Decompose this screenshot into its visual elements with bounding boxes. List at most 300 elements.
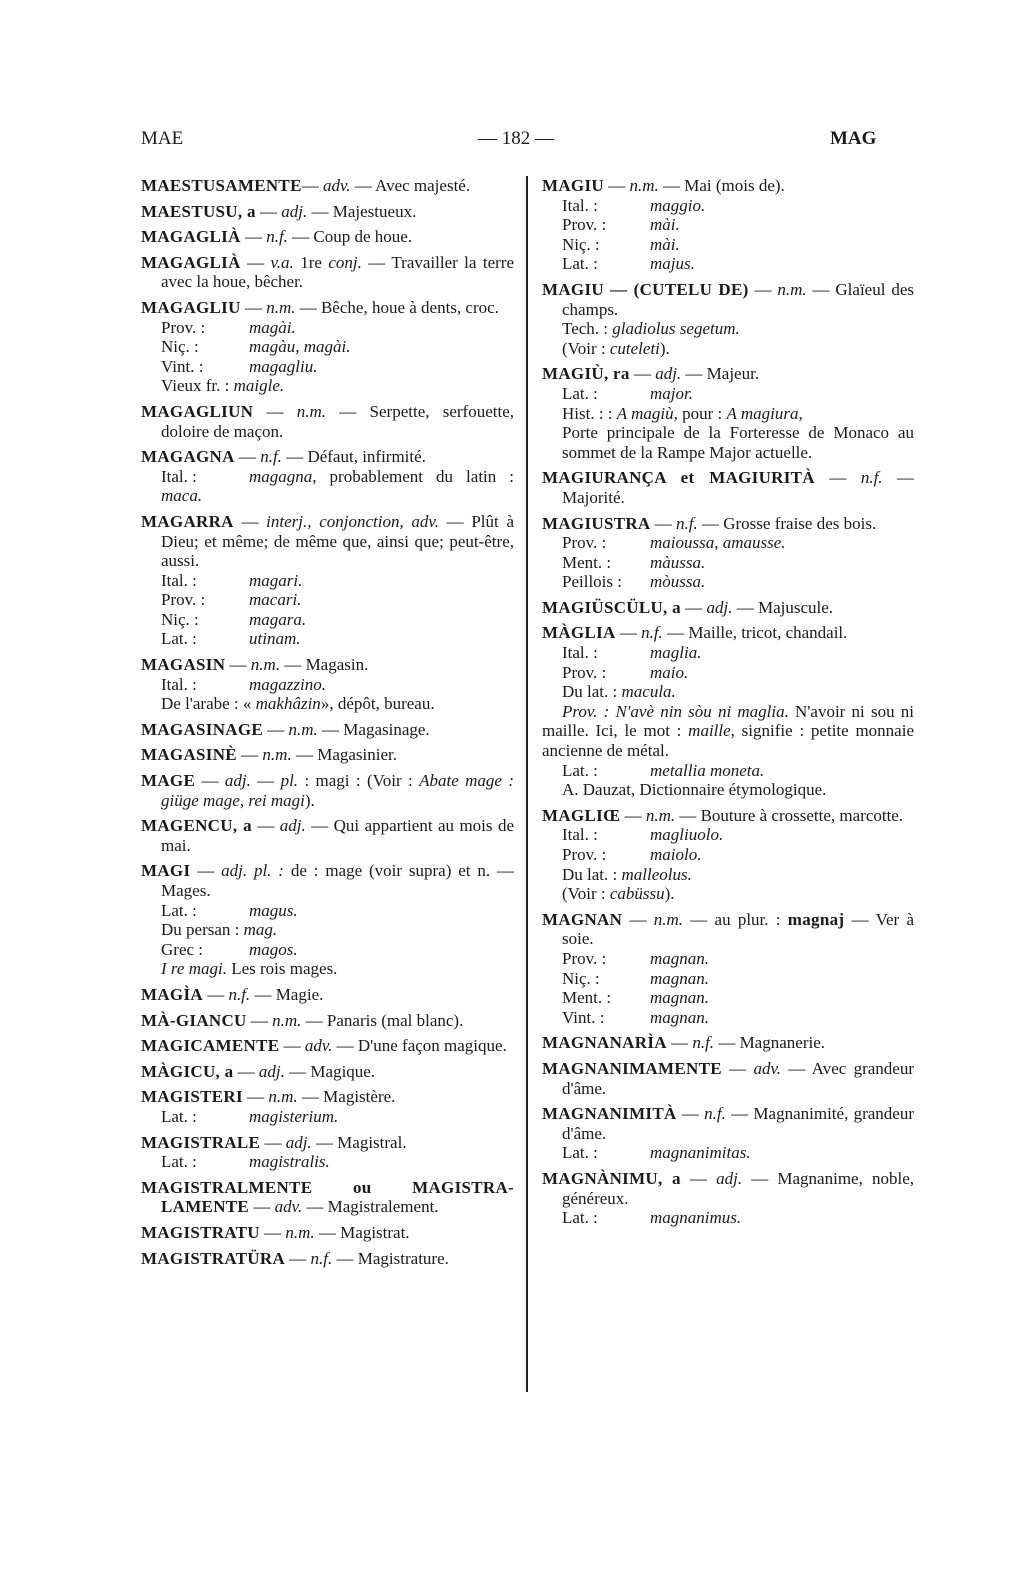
definition-part: — bbox=[676, 1104, 705, 1124]
etymology-tail-italic: A magiura, bbox=[726, 403, 803, 423]
etymology-line bbox=[141, 1107, 514, 1127]
definition-part: adv. bbox=[753, 1058, 782, 1078]
etymology-line bbox=[542, 884, 914, 904]
definition-part: — bbox=[748, 279, 778, 299]
definition-part: adv. bbox=[304, 1036, 333, 1056]
definition-part: — Majorité. bbox=[562, 468, 915, 507]
etymology-value: makhâzin bbox=[255, 694, 321, 714]
definition-part: — Avec majesté. bbox=[350, 176, 471, 195]
etymology-label: Lat. : bbox=[161, 1106, 197, 1126]
etymology-tail: , pour : bbox=[673, 403, 727, 423]
definition-part: — bbox=[603, 176, 630, 195]
etymology-line bbox=[542, 865, 914, 885]
proverb-part: maille bbox=[688, 721, 731, 741]
headword: MAGAGLIUN bbox=[141, 401, 254, 421]
etymology-value: magàu, magài. bbox=[249, 337, 351, 357]
definition-part: — Plût à Dieu; et même; de même que, ainsi que; peut-être, aussi. bbox=[161, 511, 515, 571]
headword: MÀGLIA bbox=[542, 623, 616, 643]
etymology-value: magnan. bbox=[650, 988, 710, 1008]
etymology-label: Niç. : bbox=[161, 337, 199, 357]
dictionary-entry bbox=[141, 1133, 514, 1172]
headword: MAGENCU, a bbox=[141, 816, 252, 836]
definition-part: Abate mage : giüge mage, rei magi bbox=[161, 771, 514, 810]
etymology-line bbox=[141, 959, 514, 979]
dictionary-entry bbox=[141, 298, 514, 396]
etymology-value: maglia. bbox=[650, 643, 702, 663]
etymology-label: Ital. : bbox=[562, 825, 598, 845]
etymology-label: Vint. : bbox=[562, 1007, 605, 1027]
etymology-label: Lat. : bbox=[562, 254, 598, 274]
dictionary-entry bbox=[141, 1223, 514, 1243]
definition-part: n.m. bbox=[250, 655, 281, 675]
headword: MAGASINAGE bbox=[141, 719, 264, 739]
headword: MAGIURANÇA et MAGIURITÀ bbox=[542, 468, 815, 488]
etymology-line bbox=[542, 339, 914, 359]
etymology-line bbox=[542, 572, 914, 592]
etymology-label: Prov. : bbox=[562, 845, 607, 864]
etymology-line bbox=[141, 629, 514, 649]
definition-part: — bbox=[225, 655, 251, 675]
etymology-line bbox=[141, 610, 514, 630]
definition-part: — bbox=[250, 771, 281, 791]
etymology-line bbox=[141, 357, 514, 377]
definition-part: — bbox=[260, 1132, 286, 1152]
definition-part: — bbox=[240, 227, 267, 247]
dictionary-entry bbox=[141, 985, 514, 1005]
definition-part: — Magistralement. bbox=[302, 1197, 439, 1217]
definition-part: n.m. bbox=[262, 745, 292, 765]
proverb-note bbox=[542, 702, 914, 761]
etymology-line bbox=[141, 337, 514, 357]
etymology-label: Niç. : bbox=[562, 968, 600, 988]
definition-part: adj. bbox=[279, 816, 306, 836]
definition-part: — bbox=[680, 597, 707, 617]
etymology-line bbox=[542, 845, 914, 865]
etymology-value: magliuolo. bbox=[650, 825, 724, 845]
definition-part: — bbox=[666, 1033, 693, 1053]
etymology-value: magisterium. bbox=[249, 1106, 339, 1126]
headword: MAGIÙ, ra bbox=[542, 364, 630, 384]
definition-part: n.f. bbox=[310, 1248, 333, 1268]
etymology-value: magos. bbox=[249, 939, 298, 959]
definition-part: n.f. bbox=[692, 1033, 715, 1053]
etymology-line bbox=[542, 780, 914, 800]
definition-part: — Magasin. bbox=[280, 655, 369, 675]
definition-part: de : mage (voir supra) et n. — Mages. bbox=[161, 861, 514, 900]
etymology-label: Prov. : bbox=[562, 215, 607, 235]
headword: MAGARRA bbox=[141, 511, 234, 531]
headword: MAGASINÈ bbox=[141, 745, 237, 765]
etymology-line bbox=[542, 825, 914, 845]
etymology-label: Ital. : bbox=[161, 674, 197, 694]
definition-part: — bbox=[195, 771, 225, 791]
definition-part: — Bêche, houe à dents, croc. bbox=[295, 297, 499, 317]
etymology-value: gladiolus segetum. bbox=[612, 319, 740, 339]
definition-part: — Magistrat. bbox=[314, 1222, 410, 1242]
etymology-tail: , probablement du latin : bbox=[312, 466, 514, 486]
definition-part: — bbox=[629, 364, 656, 384]
etymology-line bbox=[542, 404, 914, 424]
etymology-value: macari. bbox=[249, 590, 302, 610]
headword: MAGIU — (CUTELU DE) bbox=[542, 279, 749, 299]
definition-part: — bbox=[301, 176, 323, 195]
etymology-label: Ital. : bbox=[161, 570, 197, 590]
definition-part: conj. bbox=[328, 252, 362, 272]
definition-part: adv. bbox=[322, 176, 351, 195]
definition-part: — bbox=[202, 984, 229, 1004]
dictionary-entry bbox=[542, 598, 914, 618]
etymology-label: Prov. : bbox=[161, 590, 206, 610]
etymology-label: Lat. : bbox=[161, 629, 197, 649]
definition-part: n.m. bbox=[285, 1222, 315, 1242]
etymology-line bbox=[542, 663, 914, 683]
definition-part: adj. bbox=[281, 201, 308, 221]
dictionary-entry bbox=[141, 447, 514, 506]
definition-part: — Mai (mois de). bbox=[658, 176, 785, 195]
headword: MAGAGLIÀ bbox=[141, 227, 241, 247]
definition-part: adj. pl. : bbox=[221, 861, 284, 881]
headword: MAGNANIMAMENTE bbox=[542, 1058, 722, 1078]
etymology-value: magnan. bbox=[650, 1007, 710, 1027]
etymology-value: magnan. bbox=[650, 948, 710, 968]
headword: MAGISTERI bbox=[141, 1087, 243, 1107]
dictionary-entry bbox=[141, 227, 514, 247]
etymology-line bbox=[542, 384, 914, 404]
dictionary-entry bbox=[542, 468, 914, 507]
definition-part: n.m. bbox=[645, 805, 676, 825]
dictionary-entry bbox=[542, 176, 914, 274]
left-column bbox=[141, 176, 514, 1274]
etymology-line bbox=[542, 215, 914, 235]
definition-part: n.m. bbox=[296, 401, 327, 421]
headword: MAGIU bbox=[542, 176, 604, 195]
headword: MAGISTRATU bbox=[141, 1222, 260, 1242]
definition-part: — bbox=[233, 511, 267, 531]
etymology-value: magus. bbox=[249, 900, 298, 920]
definition-part: n.f. bbox=[860, 468, 883, 488]
etymology-label: Prov. : bbox=[562, 662, 607, 682]
etymology-label: (Voir : bbox=[562, 338, 610, 358]
running-head-left: MAE bbox=[141, 128, 184, 149]
definition-part: pl. bbox=[280, 771, 299, 791]
definition-part: — Magistrature. bbox=[332, 1248, 449, 1268]
definition-part: — bbox=[622, 909, 654, 929]
headword: MAGNAN bbox=[542, 909, 623, 929]
etymology-line bbox=[141, 571, 514, 591]
etymology-line bbox=[141, 940, 514, 960]
etymology-value: macula. bbox=[621, 682, 676, 702]
dictionary-entry bbox=[141, 1178, 514, 1217]
dictionary-entry bbox=[141, 1036, 514, 1056]
headword: MAGIUSTRA bbox=[542, 513, 651, 533]
etymology-value: magagliu. bbox=[249, 356, 318, 376]
headword: MAGI bbox=[141, 861, 191, 881]
definition-part: n.f. bbox=[266, 227, 288, 247]
etymology-label: Du lat. : bbox=[562, 682, 622, 702]
etymology-line bbox=[542, 761, 914, 781]
definition-part: interj., conjonction, adv. bbox=[266, 511, 439, 531]
dictionary-entry bbox=[141, 1249, 514, 1269]
definition-part: — bbox=[263, 719, 289, 739]
headword: MAGAGLIU bbox=[141, 297, 241, 317]
definition-part: — Majestueux. bbox=[307, 201, 417, 221]
etymology-value: cuteleti bbox=[609, 338, 660, 358]
etymology-value: maiolo. bbox=[650, 845, 702, 864]
headword: MAGICAMENTE bbox=[141, 1036, 280, 1056]
definition-part: — Magie. bbox=[250, 984, 324, 1004]
dictionary-entry bbox=[141, 720, 514, 740]
etymology-line bbox=[141, 901, 514, 921]
headword: MAGNANIMITÀ bbox=[542, 1104, 677, 1124]
etymology-label: Niç. : bbox=[562, 234, 600, 254]
etymology-line bbox=[141, 694, 514, 714]
definition-part: — Magnanerie. bbox=[714, 1033, 825, 1053]
dictionary-entry bbox=[141, 816, 514, 855]
definition-part: — Majeur. bbox=[681, 364, 760, 384]
dictionary-entry bbox=[141, 771, 514, 810]
headword: MAGÌA bbox=[141, 984, 203, 1004]
dictionary-entry bbox=[141, 861, 514, 979]
headword: MAGASIN bbox=[141, 655, 226, 675]
dictionary-entry bbox=[542, 280, 914, 358]
headword: MAGLIŒ bbox=[542, 805, 621, 825]
definition-part: n.m. bbox=[268, 1087, 298, 1107]
definition-part: n.f. bbox=[260, 447, 282, 467]
etymology-line bbox=[542, 235, 914, 255]
dictionary-entry bbox=[141, 1011, 514, 1031]
historical-note: Porte principale de la Forteresse de Monaco au sommet de la Rampe Major actuelle. bbox=[562, 423, 914, 462]
etymology-label: (Voir : bbox=[562, 884, 610, 904]
dictionary-entry bbox=[141, 512, 514, 649]
definition-part: — Majuscule. bbox=[732, 597, 834, 617]
dictionary-entry bbox=[141, 253, 514, 292]
definition-part: — Magistère. bbox=[297, 1087, 396, 1107]
headword: MAGISTRATÜRA bbox=[141, 1248, 286, 1268]
etymology-line bbox=[141, 1152, 514, 1172]
etymology-label: Du persan : bbox=[161, 920, 244, 940]
headword: MAGIÜSCÜLU, a bbox=[542, 597, 681, 617]
etymology-value: magazzino. bbox=[249, 674, 326, 694]
definition-part: — bbox=[814, 468, 861, 488]
definition-part: — Magnanimité, grandeur d'âme. bbox=[562, 1104, 915, 1143]
dictionary-entry bbox=[141, 655, 514, 714]
etymology-label: Vieux fr. : bbox=[161, 376, 234, 396]
etymology-label: Grec : bbox=[161, 939, 204, 959]
proverb-part: , signifie : petite monnaie ancienne de métal. bbox=[542, 721, 914, 761]
etymology-tail: ). bbox=[659, 338, 670, 358]
definition-part: — bbox=[650, 513, 676, 533]
etymology-tail: », dépôt, bureau. bbox=[320, 694, 435, 714]
dictionary-entry bbox=[542, 1033, 914, 1053]
headword: MAGISTRALE bbox=[141, 1132, 261, 1152]
etymology-value: magnanimitas. bbox=[650, 1143, 751, 1163]
dictionary-entry bbox=[542, 910, 914, 1028]
etymology-line bbox=[542, 553, 914, 573]
dictionary-entry bbox=[141, 1087, 514, 1126]
etymology-tail: Les rois mages. bbox=[226, 959, 338, 979]
etymology-value: major. bbox=[650, 383, 693, 403]
etymology-value: mag. bbox=[243, 920, 278, 940]
etymology-line bbox=[542, 196, 914, 216]
etymology-value: magagna bbox=[249, 466, 313, 486]
etymology-line bbox=[542, 1208, 914, 1228]
etymology-label: Lat. : bbox=[161, 1152, 197, 1172]
definition-part: magnaj bbox=[787, 909, 845, 929]
etymology-line bbox=[542, 643, 914, 663]
etymology-line bbox=[141, 920, 514, 940]
dictionary-entry bbox=[141, 402, 514, 441]
etymology-label: Ment. : bbox=[562, 988, 612, 1008]
etymology-value: cabüssu bbox=[609, 884, 665, 904]
etymology-line bbox=[141, 376, 514, 396]
etymology-line bbox=[542, 1143, 914, 1163]
dictionary-entry bbox=[542, 1169, 914, 1228]
definition-part: n.m. bbox=[777, 279, 807, 299]
etymology-label: Du lat. : bbox=[562, 864, 622, 884]
definition-part: — bbox=[253, 401, 297, 421]
definition-part: — bbox=[242, 1087, 269, 1107]
etymology-label: Ital. : bbox=[562, 195, 598, 215]
headword: MAGAGNA bbox=[141, 447, 235, 467]
etymology-tail: A. Dauzat, Dictionnaire étymologique. bbox=[562, 780, 827, 800]
definition-part: : magi : (Voir : bbox=[298, 771, 420, 791]
dictionary-entry bbox=[141, 1062, 514, 1082]
dictionary-entry bbox=[542, 806, 914, 904]
dictionary-entry bbox=[542, 514, 914, 592]
dictionary-entry bbox=[542, 364, 914, 462]
definition-part: adj. bbox=[285, 1132, 312, 1152]
headword: MAGE bbox=[141, 771, 196, 791]
definition-part: — Défaut, infirmité. bbox=[281, 447, 426, 467]
dictionary-entry bbox=[542, 1104, 914, 1163]
etymology-label: Lat. : bbox=[562, 383, 598, 403]
etymology-line bbox=[542, 969, 914, 989]
page-number: — 182 — bbox=[478, 128, 554, 149]
definition-part: — Serpette, serfouette, doloire de maçon. bbox=[161, 401, 515, 441]
etymology-label: De l'arabe : « bbox=[161, 694, 256, 714]
etymology-value: majus. bbox=[650, 254, 695, 274]
definition-part: n.m. bbox=[266, 297, 296, 317]
etymology-value: magnan. bbox=[650, 968, 710, 988]
definition-part: — Magasinage. bbox=[317, 719, 430, 739]
dictionary-entry bbox=[141, 745, 514, 765]
dictionary-entry bbox=[542, 623, 914, 799]
etymology-line bbox=[542, 949, 914, 969]
etymology-line bbox=[542, 988, 914, 1008]
etymology-value: A magiù bbox=[616, 403, 674, 423]
etymology-label: Hist. : : bbox=[562, 403, 617, 423]
proverb-part: Prov. : N'avè nin sòu ni maglia. bbox=[562, 701, 789, 721]
headword: MAGISTRALMENTE ou MAGISTRA-LAMENTE bbox=[141, 1177, 514, 1217]
definition-part: — Maille, tricot, chandail. bbox=[662, 623, 848, 643]
definition-part: — Magistral. bbox=[311, 1132, 407, 1152]
definition-part: — bbox=[190, 861, 222, 881]
etymology-value: maioussa, amausse. bbox=[650, 533, 786, 553]
etymology-line bbox=[542, 533, 914, 553]
etymology-label: Lat. : bbox=[562, 1208, 598, 1228]
definition-part: — Magasinier. bbox=[291, 745, 397, 765]
definition-part: adj. bbox=[706, 597, 733, 617]
etymology-value: I re magi. bbox=[161, 959, 227, 979]
definition-part: — bbox=[240, 252, 271, 272]
etymology-label: Lat. : bbox=[161, 900, 197, 920]
etymology-value: metallia moneta. bbox=[650, 760, 765, 780]
headword: MAESTUSU, a bbox=[141, 201, 256, 221]
etymology-line bbox=[542, 682, 914, 702]
etymology-line bbox=[542, 1008, 914, 1028]
definition-part: — Magnanime, noble, généreux. bbox=[562, 1168, 914, 1208]
definition-part: n.f. bbox=[228, 984, 251, 1004]
headword: MAGNANARÌA bbox=[542, 1033, 667, 1053]
etymology-label: Peillois : bbox=[562, 572, 622, 592]
definition-part: n.m. bbox=[653, 909, 683, 929]
etymology-value: magara. bbox=[249, 609, 307, 629]
definition-part: n.f. bbox=[704, 1104, 726, 1124]
etymology-value: magari. bbox=[249, 570, 303, 590]
etymology-label: Prov. : bbox=[562, 948, 607, 968]
headword: MÀ-GIANCU bbox=[141, 1010, 247, 1030]
etymology-line bbox=[141, 590, 514, 610]
definition-part: — bbox=[279, 1036, 305, 1056]
definition-part: n.m. bbox=[629, 176, 659, 195]
definition-part: adj. bbox=[258, 1061, 285, 1081]
dictionary-entry bbox=[542, 1059, 914, 1098]
etymology-line bbox=[141, 318, 514, 338]
definition-part: adv. bbox=[274, 1197, 303, 1217]
etymology-tail-italic: maca. bbox=[161, 486, 203, 506]
etymology-line bbox=[542, 319, 914, 339]
column-divider bbox=[526, 176, 528, 1392]
definition-part: — Grosse fraise des bois. bbox=[697, 513, 877, 533]
definition-part: — Travailler la terre avec la houe, bêcher. bbox=[161, 252, 514, 292]
headword: MAGAGLIÀ bbox=[141, 252, 241, 272]
definition-part: — au plur. : bbox=[683, 909, 788, 929]
etymology-value: magnanimus. bbox=[650, 1208, 742, 1228]
running-head-right: MAG bbox=[830, 128, 877, 149]
definition-part: n.m. bbox=[272, 1010, 302, 1030]
etymology-value: magài. bbox=[249, 317, 296, 337]
etymology-value: mài. bbox=[650, 234, 680, 254]
etymology-label: Lat. : bbox=[562, 760, 598, 780]
definition-part: — bbox=[620, 805, 646, 825]
definition-part: — bbox=[240, 297, 267, 317]
definition-part: v.a. bbox=[270, 252, 294, 272]
etymology-line bbox=[141, 675, 514, 695]
definition-part: — bbox=[234, 447, 261, 467]
definition-part: — bbox=[721, 1058, 754, 1078]
dictionary-entry bbox=[141, 176, 514, 196]
definition-part: — bbox=[249, 1197, 275, 1217]
headword: MAESTUSAMENTE bbox=[141, 176, 302, 195]
etymology-value: malleolus. bbox=[621, 864, 692, 884]
etymology-label: Vint. : bbox=[161, 356, 204, 376]
definition-part: — bbox=[233, 1061, 259, 1081]
definition-part: — bbox=[680, 1168, 717, 1188]
etymology-value: maigle. bbox=[233, 376, 285, 396]
definition-part: — Ver à soie. bbox=[562, 909, 915, 949]
definition-part: — Avec grandeur d'âme. bbox=[562, 1058, 914, 1098]
definition-part: — Coup de houe. bbox=[287, 227, 413, 247]
definition-part: ). bbox=[304, 790, 315, 810]
headword: MÀGICU, a bbox=[141, 1061, 234, 1081]
etymology-value: utinam. bbox=[249, 629, 301, 649]
etymology-tail: ). bbox=[664, 884, 675, 904]
etymology-value: màussa. bbox=[650, 552, 706, 572]
definition-part: — bbox=[285, 1248, 311, 1268]
definition-part: — Glaïeul des champs. bbox=[562, 279, 914, 319]
etymology-label: Ital. : bbox=[562, 643, 598, 663]
definition-part: — Qui appartient au mois de mai. bbox=[161, 816, 514, 855]
